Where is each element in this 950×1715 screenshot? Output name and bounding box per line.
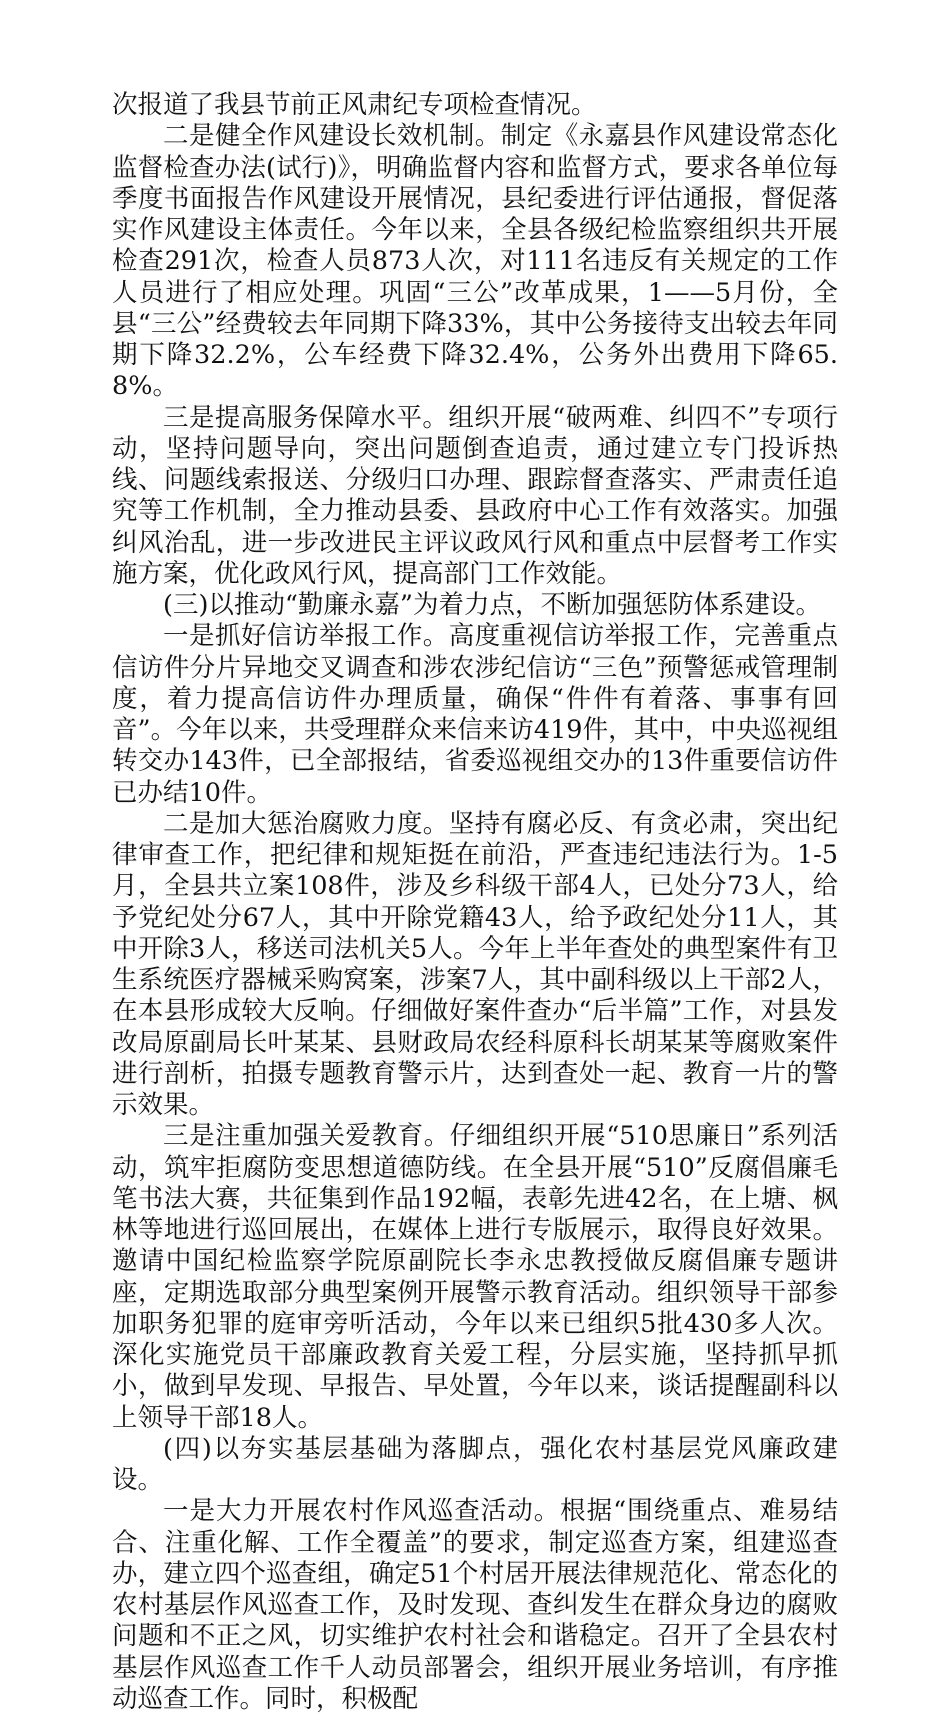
paragraph-care-education: 三是注重加强关爱教育。仔细组织开展“510思廉日”系列活动，筑牢拒腐防变思想道德防线。在全县开展“510”反腐倡廉毛笔书法大赛，共征集到作品192幅，表彰先进42名，在上塘、枫林等地进行巡回展出，在媒体上进行专版展示，取得良好效果。邀请中国纪检监察学院原副院长李永忠教授做反腐倡廉专题讲座，定期选取部分典型案例开展警示教育活动。组织领导干部参加职务犯罪的庭审旁听活动，今年以来已组织5批430多人次。深化实施党员干部廉政教育关爱工程，分层实施，坚持抓早抓小，做到早发现、早报告、早处置，今年以来，谈话提醒副科以上领导干部18人。 [112,1121,838,1433]
document-page [112,90,838,1715]
section-heading-4: (四)以夯实基层基础为落脚点，强化农村基层党风廉政建设。 [112,1433,838,1495]
paragraph-anti-corruption: 二是加大惩治腐败力度。坚持有腐必反、有贪必肃，突出纪律审查工作，把纪律和规矩挺在前沿，严查违纪违法行为。1-5月，全县共立案108件，涉及乡科级干部4人，已处分73人，给予党纪处分67人，其中开除党籍43人，给予政纪处分11人，其中开除3人，移送司法机关5人。今年上半年查处的典型案件有卫生系统医疗器械采购窝案，涉案7人，其中副科级以上干部2人，在本县形成较大反响。仔细做好案件查办“后半篇”工作，对县发改局原副局长叶某某、县财政局农经科原科长胡某某等腐败案件进行剖析，拍摄专题教育警示片，达到查处一起、教育一片的警示效果。 [112,808,838,1120]
section-heading-3: (三)以推动“勤廉永嘉”为着力点，不断加强惩防体系建设。 [163,590,821,620]
paragraph-long-term-mechanism: 二是健全作风建设长效机制。制定《永嘉县作风建设常态化监督检查办法(试行)》，明确监督内容和监督方式，要求各单位每季度书面报告作风建设开展情况，县纪委进行评估通报，督促落实作风建设主体责任。今年以来，全县各级纪检监察组织共开展检查291次，检查人员873人次，对111名违反有关规定的工作人员进行了相应处理。巩固“三公”改革成果，1——5月份，全县“三公”经费较去年同期下降33%，其中公务接待支出较去年同期下降32.2%，公车经费下降32.4%，公务外出费用下降65.8%。 [112,121,838,402]
paragraph-petition-reporting: 一是抓好信访举报工作。高度重视信访举报工作，完善重点信访件分片异地交叉调查和涉农涉纪信访“三色”预警惩戒管理制度，着力提高信访件办理质量，确保“件件有着落、事事有回音”。今年以来，共受理群众来信来访419件，其中，中央巡视组转交办143件，已全部报结，省委巡视组交办的13件重要信访件已办结10件。 [112,621,838,808]
paragraph-service-guarantee: 三是提高服务保障水平。组织开展“破两难、纠四不”专项行动，坚持问题导向，突出问题倒查追责，通过建立专门投诉热线、问题线索报送、分级归口办理、跟踪督查落实、严肃责任追究等工作机制，全力推动县委、县政府中心工作有效落实。加强纠风治乱，进一步改进民主评议政风行风和重点中层督考工作实施方案，优化政风行风，提高部门工作效能。 [112,402,838,589]
paragraph-rural-inspection: 一是大力开展农村作风巡查活动。根据“围绕重点、难易结合、注重化解、工作全覆盖”的要求，制定巡查方案，组建巡查办，建立四个巡查组，确定51个村居开展法律规范化、常态化的农村基层作风巡查工作，及时发现、查纠发生在群众身边的腐败问题和不正之风，切实维护农村社会和谐稳定。召开了全县农村基层作风巡查工作千人动员部署会，组织开展业务培训，有序推动巡查工作。同时，积极配 [112,1496,838,1714]
paragraph-continuation: 次报道了我县节前正风肃纪专项检查情况。 [112,90,597,120]
